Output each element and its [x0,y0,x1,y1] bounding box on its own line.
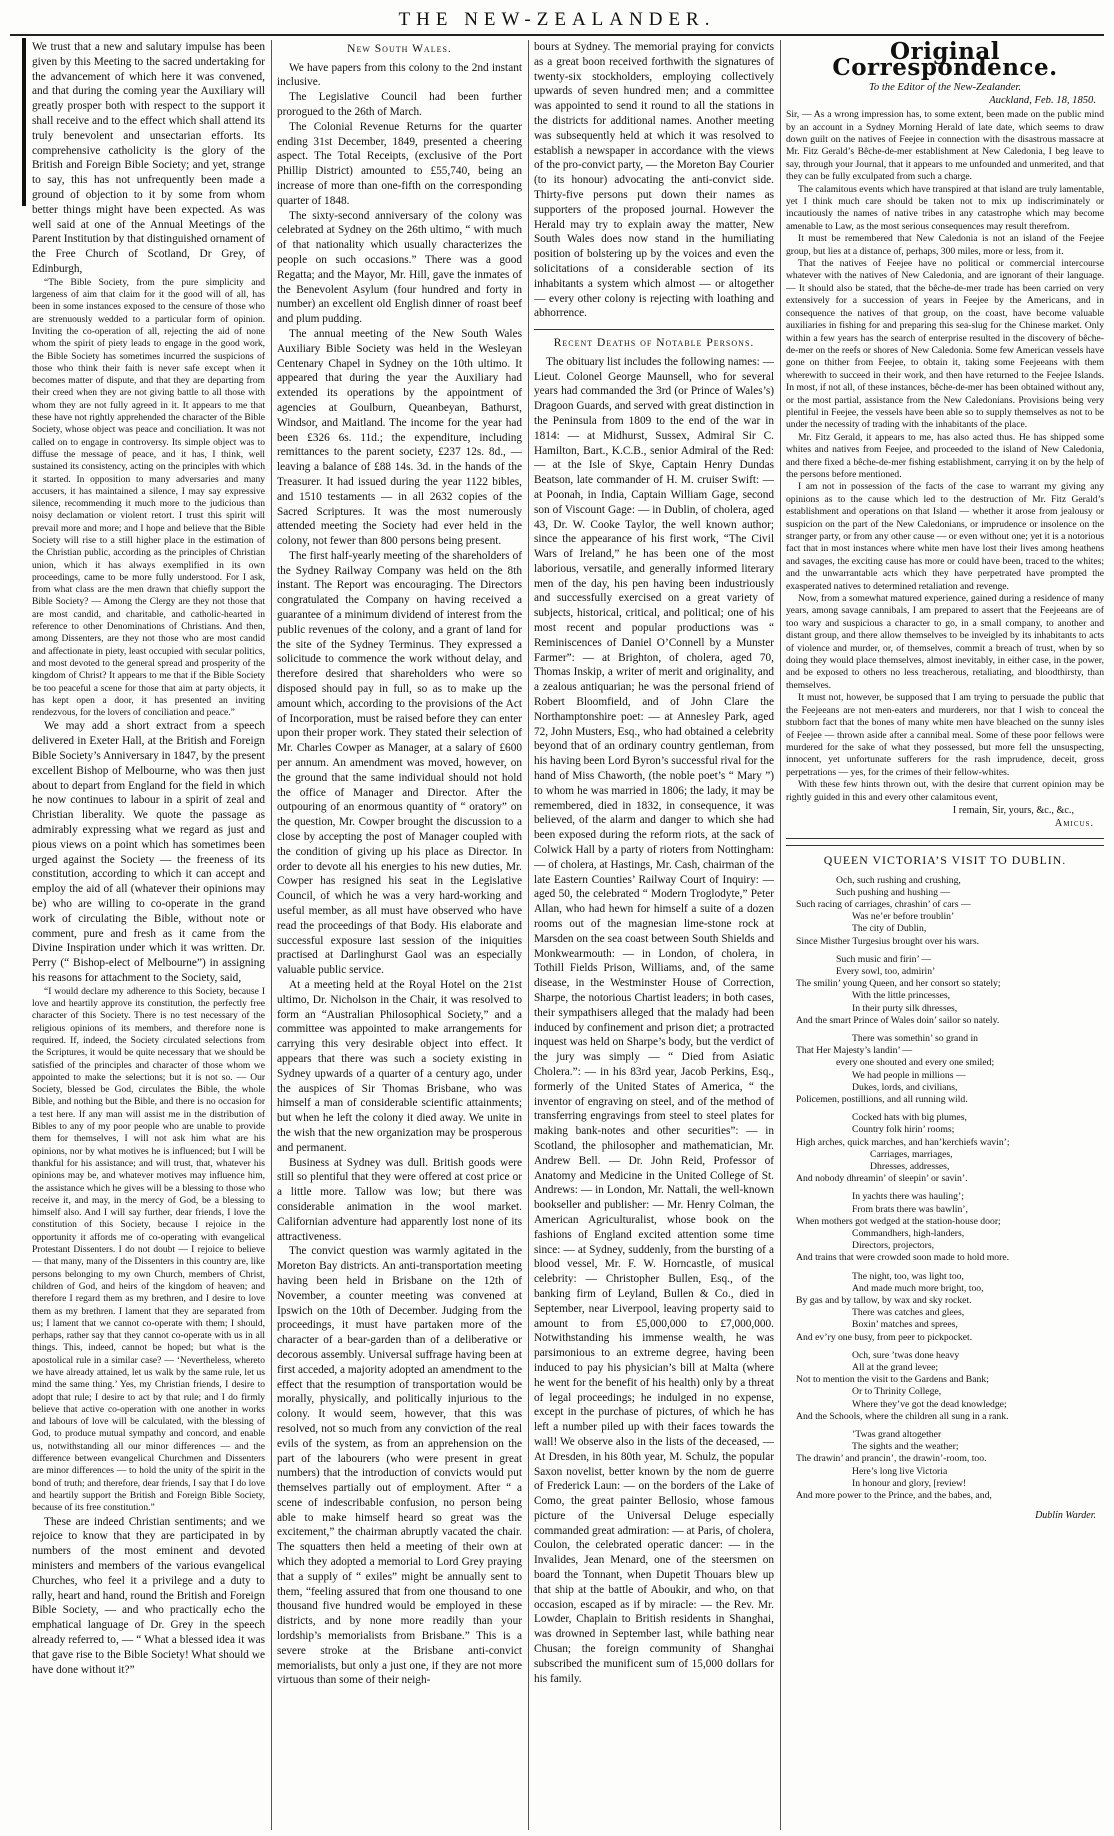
poem-line: In yachts there was hauling’; [852,1191,964,1203]
letter-paragraph: The calamitous events which have transpired at that island are truly lamentable, yet I think much care should be taken not to mix up indiscriminately or incautiously the names of native tribes in any catastrophe which may become amenable to Law, as the most serious consequences may result therefrom. [786,183,1104,232]
poem-line: Every sowl, too, admirin’ [836,965,936,977]
poem-line: Country folk hirin’ rooms; [852,1124,955,1136]
poem-line: Dhresses, addresses, [870,1161,950,1172]
poem [786,875,1104,1503]
letter-paragraph: I am not in possession of the facts of the case to warrant my giving any opinions as to the cause which led to the destruction of Mr. Fitz Gerald’s establishment and operations on that Island — whether it arose from jealousy or suspicion on the part of the New Caledonians, or imprudence or insolence on the stranger party, or from any other cause — or even without one; yet it is a notorious fact that in most instances where white men have lost their lives among heathens and savages, the exciting cause has more or could have been, traced to the whites; and the unwarrantable acts which they have perpetrated have prompted the exasperated natives to determined retaliation and revenge. [786,481,1104,592]
poem-line: When mothers got wedged at the station-house door; [796,1215,1001,1227]
article-paragraph: These are indeed Christian sentiments; and we rejoice to know that they are participated in by numbers of the most eminent and devoted ministers and members of the various evangelical Churches, who feel it a privilege and a duty to rally, heart and hand, round the British and Foreign Bible Society, — and who practically echo the emphatical language of Dr. Grey in the speech already referred to, — “ What a blessed idea it was that gave rise to the Bible Society! What should we have done without it?” [32,1515,265,1676]
article-paragraph: We have papers from this colony to the 2nd instant inclusive. [277,61,522,89]
obituary-list: The obituary list includes the following names: — Lieut. Colonel George Maunsell, who for several years had commanded the 3rd (or Prince of Wales’s) Dragoon Guards, and served with great distinction in the Peninsula from 1809 to the end of the war in 1814: — at Midhurst, Sussex, Admiral Sir C. Hamilton, Bart., K.C.B., senior Admiral of the Red: — at the Isle of Skye, Captain Henry Dundas Beatson, late commander of H. M. cruiser Swift: — at Poonah, in India, Captain William Gage, second son of Viscount Gage: — in Dublin, of cholera, aged 43, Dr. W. Cooke Taylor, the well known author; since the appearance of his first work, “The Civil Wars of Ireland,” he has been one of the most laborious, versatile, and generally informed literary men of the day, his pen having been industriously and successfully exercised on a great variety of subjects, historical, critical, and political; one of his most recent and popular productions was “ Reminiscences of Daniel O’Connell by a Munster Farmer”: — at Brighton, of cholera, aged 70, Thomas Inskip, a writer of merit and originality, and a zealous antiquarian; he was the personal friend of Robert Bloomfield, and of John Clare the Northamptonshire poet: — at Annesley Park, aged 72, John Musters, Esq., who had obtained a celebrity beyond that of an ordinary country gentleman, from his having been Lord Byron’s successful rival for the hand of Miss Chaworth, (the noble poet’s “ Mary ”) to whom he was married in 1806; the lady, it may be remembered, died in 1832, in consequence, it was believed, of the alarm and danger to which she had been exposed during the reform riots, at the sack of Colwick Hall by a party of rioters from Nottingham: — of cholera, at Hastings, Mr. Cash, chairman of the late Eastern Counties’ Railway Court of Inquiry: — aged 50, the celebrated “ Modern Troglodyte,” Peter Allan, who had hewn for himself a suite of a dozen rooms out of the magnesian lime-stone rock at Marsden on the sea coast between South Shields and Monkwearmouth: — in London, of cholera, in Tothill Fields Prison, Williams, and, of the same disease, in the Westminster House of Correction, Sharpe, the notorious Chartist leaders; in both cases, their sympathisers alleged that the malady had been induced by confinement and prison diet; a protracted inquest was held on Sharpe’s body, but the verdict of the jury was simply — “ Died from Asiatic Cholera.”: — in his 83rd year, Jacob Perkins, Esq., formerly of the United States of America, “ the inventor of engraving on steel, and of the method of transferring engravings from steel to steel plates for making bank-notes and other securities”: — in Scotland, the philosopher and mathematician, Mr. Andrew Bell. — Dr. John Reid, Professor of Anatomy and Medicine in the United College of St. Andrews: — in London, Mr. Nattali, the well-known bookseller and publisher: — Mr. Henry Colman, the American Agriculturalist, whose book on the fashions of England excited attention some time since: — at Sydney, suddenly, from the bursting of a blood vessel, Mr. F. W. Horncastle, of musical celebrity: — Christopher Bullen, Esq., of the banking firm of Leyland, Bullen & Co., died in September, near Liverpool, leaving property said to amount to from £5,000,000 to £7,000,000. Notwithstanding his immense wealth, he was parsimonious to an extreme degree, having been induced to pay his physician’s bill at Malta (where he went for the benefit of his health) only by a threat of legal proceedings; he indulged in no expense, except in the purchase of pictures, of which he has left a number piled up with their faces towards the wall! We observe also in the lists of the deceased, — At Dresden, in his 80th year, M. Schulz, the popular Saxon novelist, better known by the nom de guerre of Frederick Laun: — on the borders of the Lake of Como, the great painter Bellosio, whose famous picture of the Universal Deluge especially commanded great admiration: — at Paris, of cholera, Coulon, the celebrated operatic dancer: — in the Invalides, Jean Menard, one of the steersmen on board the Tonnant, when Dupetit Thouars blew up that ship at the battle of Aboukir, and who, on that occasion, escaped as if by miracle: — the Rev. Mr. Lowder, Chaplain to British residents in Shanghai, was drowned in September last, while bathing near Chusan; the foreign community of Shanghai subscribed the munificent sum of 15,000 dollars for his family. [534,355,774,1685]
article-paragraph: At a meeting held at the Royal Hotel on the 21st ultimo, Dr. Nicholson in the Chair, it was resolved to form an “Australian Philosophical Society,” and a committee was appointed to make arrangements for carrying this very desirable object into effect. It appears that there was such a society existing in Sydney upwards of a quarter of a century ago, under the auspices of Sir Thomas Brisbane, who was himself a man of considerable scientific attainments; but when he left the colony it died away. We unite in the wish that the new organization may be prosperous and permanent. [277,979,522,1154]
poem-line: The sights and the weather; [852,1441,959,1453]
poem-line: The smilin’ young Queen, and her consort so stately; [796,978,1001,990]
letter-paragraph: It must be remembered that New Caledonia is not an island of the Feejee group, but lies at a distance of, perhaps, 300 miles, more or less, from it. [786,233,1104,257]
section-title: Original Correspondence. [832,40,1058,81]
letter-paragraph: Sir, — As a wrong impression has, to some extent, been made on the public mind by an account in a Sydney Morning Herald of late date, which seems to draw down guilt on the natives of Feejee in connection with the disastrous massacre at Mr. Fitz Gerald’s Bêche-de-mer establishment at New Caledonia, I beg leave to say, through your Journal, that it appears to me unfounded and unmerited, and that they can be fully exculpated from such a charge. [786,109,1104,183]
poem-line: And ev’ry one busy, from peer to pickpocket. [796,1331,973,1343]
poem-line: By gas and by tallow, by wax and sky rocket. [796,1295,972,1307]
section-heading: Recent Deaths of Notable Persons. [553,337,755,350]
poem-line: Policemen, postillions, and all running wild. [796,1093,968,1105]
poem-line: And made much more bright, too, [852,1282,984,1294]
column-correspondence [786,40,1104,1830]
poem-line: The drawin’ and prancin’, the drawin’-room, too. [796,1453,987,1465]
section-divider [534,329,774,330]
letter-body [786,109,1104,804]
letter-paragraph: That the natives of Feejee have no political or commercial intercourse whatever with the natives of New Caledonia, and are ignorant of their language. — It should also be stated, that the bêche-de-mer trade has been carried on very extensively for a succession of years in Feejee by the Americans, and in consequence the natives of that group, on the coast, have become valuable auxiliaries in fishing for and preparing this sea-slug for the Chinese market. Only within a few years has the search of enterprise resulted in the discovery of bêche-de-mer on the reefs or shores of New Caledonia. Some few American vessels have gone on thither from Feejee, to obtain it, taking some Feejeeans with them wherewith to succeed in their work, and then have returned to the Feejee Islands. In most, if not all, of these instances, bêche-de-mer has been obtained without any, or the most partial, assistance from the New Caledonians. Provisions being very plentiful in Feejee, the vessels have been able so to supply themselves as not to be under the necessity of trading with the inhabitants of the place. [786,258,1104,431]
column-rule [528,40,529,1830]
column-obituaries [534,40,774,1830]
article-paragraph: The first half-yearly meeting of the shareholders of the Sydney Railway Company was held on the 8th instant. The Report was encouraging. The Directors congratulated the Company on having received a guarantee of a minimum dividend of interest from the public revenues of the colony, and a grant of land for the site of the Sydney Terminus. They expressed a solicitude to commence the work without delay, and therefore desired that shareholders who were so disposed should pay in full, so as to make up the amount which, according to the provisions of the Act of Incorporation, must be raised before they can enter upon their proper work. They stated their selection of Mr. Charles Cowper as Manager, at a salary of £600 per annum. An amendment was moved, however, on the ground that the same individual should not hold the office of Manager and Director. After the outpouring of an enormous quantity of “ oratory” on the question, Mr. Cowper brought the discussion to a close by accepting the post of Manager coupled with the condition of giving up his place as Director. In order to devote all his energies to his new duties, Mr. Cowper has resigned his seat in the Legislative Council, of which he was a very hard-working and useful member, as all must have observed who have read the proceedings of that Body. His elaborate and successful exposure last session of the iniquities practised at Darlinghurst Gaol was an especially valuable public service. [277,549,522,977]
poem-line: Och, sure ’twas done heavy [852,1349,960,1361]
poem-line: Dukes, lords, and civilians, [852,1081,958,1093]
poem-signature: Dublin Warder. [1035,1510,1096,1522]
poem-line: Commandhers, high-landers, [852,1228,965,1240]
poem-stanza [786,954,1104,1027]
article-paragraph: The convict question was warmly agitated in the Moreton Bay districts. An anti-transportation meeting having been held in Brisbane on the 12th of November, a counter meeting was convened at Ipswich on the 10th of December. Judging from the proceedings, it must have partaken more of the character of a bear-garden than of a deliberative or decorous assembly. Universal suffrage having been at first acceded, a majority adopted an amendment to the effect that the resumption of transportation would be morally, physically, and politically injurious to the colony. It would seem, however, that this was resolved, not so much from any conviction of the real evils of the system, as from an apprehension on the part of the labourers (who were present in great numbers) that the introduction of convicts would put themselves partially out of employment. After “ a scene of indescribable confusion, no person being able to make himself heard so great was the excitement,” the chairman abruptly vacated the chair. The squatters then held a meeting of their own at which they adopted a memorial to Lord Grey praying that a supply of “ exiles” might be annually sent to them, “feeling assured that from one thousand to one thousand five hundred would be employed in these districts, and by none more readily than your lordship’s memorialists from Brisbane.” This is a severe stroke at the Brisbane anti-convict memorialists, but only a just one, if they are not more virtuous than some of their neigh- [277,1245,522,1687]
poem-line: Or to Thrinity College, [852,1386,942,1398]
poem-title: QUEEN VICTORIA’S VISIT TO DUBLIN. [823,852,1067,867]
poem-line: In honour and glory, [review! [852,1477,967,1489]
poem-line: Cocked hats with big plumes, [852,1112,967,1124]
poem-line: There was somethin’ so grand in [852,1032,978,1044]
article-paragraph: The annual meeting of the New South Wales Auxiliary Bible Society was held in the Wesleyan Centenary Chapel in Sydney on the 10th ultimo. It appeared that during the year the Auxiliary had extended its operations by the appointment of agencies at Goulburn, Queanbeyan, Bathurst, Windsor, and Maitland. The income for the year had been £326 6s. 11d.; the expenditure, including remittances to the parent society, £237 12s. 8d., — leaving a balance of £88 14s. 3d. in the hands of the Treasurer. It had issued during the year 1122 bibles, and 1510 testaments — in all 2632 copies of the Sacred Scriptures. It was the most numerously attended meeting the Society had ever held in the colony, not fewer than 800 persons being present. [277,327,522,548]
letter-dateline: Auckland, Feb. 18, 1850. [989,95,1096,107]
poem-stanza [786,1191,1104,1264]
poem-line: The night, too, was light too, [852,1270,964,1282]
poem-stanza [786,1112,1104,1185]
section-heading: New South Wales. [347,43,452,55]
poem-line: Directors, projectors, [852,1240,935,1252]
letter-signature: Amicus. [1054,817,1094,829]
poem-line: We had people in millions — [852,1069,966,1081]
column-new-south-wales [277,40,522,1830]
section-divider [786,845,1104,846]
letter-salutation: To the Editor of the New-Zealander. [868,82,1022,94]
poem-line: And more power to the Prince, and the babes, and, [796,1490,992,1502]
poem-line: Was ne’er before troublin’ [852,911,955,923]
poem-line: Not to mention the visit to the Gardens and Bank; [796,1374,989,1386]
poem-line: In their purty silk dhresses, [852,1002,958,1014]
letter-paragraph: Mr. Fitz Gerald, it appears to me, has also acted thus. He has shipped some whites and natives from Feejee, and proceeded to the island of New Caledonia, and there fixed a bêche-de-mer fishing establishment, carrying it on by the help of the persons before mentioned. [786,431,1104,480]
article-paragraph: We trust that a new and salutary impulse has been given by this Meeting to the sacred undertaking for the advancement of which here it was convened, and that during the coming year the Auxiliary will greatly prosper both with respect to the support it shall receive and to the effect which shall attend its truly benevolent and unsectarian efforts. Its comprehensive catholicity is the glory of the British and Foreign Bible Society; and yet, strange to say, this has not unfrequently been made a ground of objection to it by some from whom better things might have been expected. As was well said at one of the Annual Meetings of the Parent Institution by that distinguished ornament of the Free Church of Scotland, Dr Grey, of Edinburgh, [32,41,265,275]
poem-line: Such music and firin’ — [836,953,932,965]
poem-line: Here’s long live Victoria [852,1465,948,1477]
poem-line: every one shouted and every one smiled; [836,1057,995,1069]
article-paragraph: The Legislative Council had been further prorogued to the 26th of March. [277,91,522,118]
poem-line: Boxin’ matches and sprees, [852,1319,958,1331]
column-rule [780,40,781,1830]
poem-line: High arches, quick marches, and han’kerchiefs wavin’; [796,1136,1010,1148]
poem-stanza [786,1033,1104,1106]
poem-line: And the smart Prince of Wales doin’ sailor so nately. [796,1014,1000,1026]
poem-line: Och, such rushing and crushing, [836,874,961,886]
poem-line: And the Schools, where the children all sung in a rank. [796,1410,1009,1422]
poem-line: Such pushing and hushing — [836,886,951,898]
article-paragraph: The Colonial Revenue Returns for the quarter ending 31st December, 1849, presented a cheering aspect. The Total Receipts, (exclusive of the Port Phillip District) amounted to £55,740, being an increase of more than one-fifth on the corresponding quarter of 1848. [277,120,522,207]
poem-stanza [786,1350,1104,1423]
poem-line: There was catches and glees, [852,1307,965,1319]
article-paragraph: We may add a short extract from a speech delivered in Exeter Hall, at the British and Foreign Bible Society’s Anniversary in 1847, by the present excellent Bishop of Melbourne, who was then just about to depart from England for the field in which he now continues to labour in a spirit of zeal and Christian liberality. We quote the passage as admirably expressing what we regard as just and pious views on a point which has sometimes been urged against the Society — the freeness of its constitution, according to which it can accept and employ the aid of all (whatever their opinions may be) who are willing to co-operate in the grand work of circulating the Bible, without note or comment, pure and fresh as it came from the Divine Inspiration under which it was written. Dr. Perry (“ Bishop-elect of Melbourne”) in assigning his reasons for attachment to the Society, said, [32,720,265,984]
article-paragraph: Business at Sydney was dull. British goods were still so plentiful that they were offered at cost price or a little more. Tallow was low; but there was considerable animation in the wool market. Californian adventure had apparently lost none of its attractiveness. [277,1156,522,1243]
masthead: THE NEW-ZEALANDER. [398,9,716,30]
section-divider [786,838,1104,839]
poem-line: Where they’ve got the dead knowledge; [852,1398,1007,1410]
column-rule [271,40,272,1830]
poem-line: And trains that were crowded soon made to hold more. [796,1252,1010,1264]
article-paragraph: bours at Sydney. The memorial praying for convicts as a great boon received forthwith the signatures of twenty-six stockholders, employing collectively upwards of seven hundred men; and a committee was appointed to send it round to all the stations in the districts for additional names. Another meeting was subsequently held at which it was resolved to establish a newspaper in accordance with the views of the pro-convict party, — the Moreton Bay Courier (to its honour) advocating the anti-convict side. Thirty-five persons put down their names as supporters of the proposed journal. However the Herald may try to explain away the matter, New South Wales does now stand in the humiliating position of bolstering up by the voices and even the solicitations of a considerable section of its inhabitants a system which almost — or altogether — every other colony is rejecting with loathing and abhorrence. [534,41,774,320]
poem-line: All at the grand levee; [852,1362,939,1374]
poem-line: ’Twas grand altogether [852,1429,942,1441]
quotation: “The Bible Society, from the pure simplicity and largeness of aim that claim for it the good will of all, has been in some instances exposed to the censure of those who are strenuously wedded to a particular form of opinion. Inviting the co-operation of all, rejecting the aid of none whom the spirit of piety leads to engage in the good work, the Bible Society has sometimes incurred the suspicions of those who think their faith is never safe except when it becomes matter of dispute, and that they are departing from their creed when they are not giving battle to all those with whom they are not fully agreed in it. It appears to me that these have not rightly apprehended the character of the Bible Society, whose object was peace and conciliation. It was not called on to engage in controversy. Its simple object was to diffuse the message of peace, and it has, I think, well sustained its consistency, acting on the principles with which it started. In opposition to many adversaries and many accusers, it has maintained a silence, I may say expressive silence, recommending it much more to the judicious than noisy declamation or violent retort. I trust this spirit will prevail more and more; and I hope and believe that the Bible Society will rise to a still higher place in the estimation of the Christian public, according as the principles of Christian union, which it has always exemplified in its own proceedings, came to be more fully understood. For I ask, from what class are the men drawn that chiefly support the Bible Society? — Among the Clergy are they not those that are most candid, and charitable, and catholic-hearted in reference to other Denominations of Christians. And then, among Dissenters, are they not those who are most candid and affectionate in piety, least occupied with secular politics, and most devoted to the general spread and prosperity of the kingdom of Christ? It appears to me that if the Bible Society be too peaceful a scene for those that aim at party objects, it has kept open a door, it has presented an inviting rendezvous, for the lovers of conciliation and peace.” [32,277,265,719]
poem-line: Such racing of carriages, chrashin’ of cars — [796,898,971,910]
poem-line: That Her Majesty’s landin’ — [796,1045,913,1057]
poem-stanza [786,1429,1104,1502]
poem-line: With the little princesses, [852,990,951,1002]
quotation: “I would declare my adherence to this Society, because I love and heartily approve its constitution, the perfectly free character of this Society. There is no test necessary of the religious opinions of its members, and therefore none is required. If, indeed, the Society circulated selections from the Scriptures, it would be quite necessary that we should be satisfied of the principles and character of those whom we appointed to make the selections; but it is not so. — Our Society, blessed be God, circulates the Bible, the whole Bible, and nothing but the Bible, and there is no occasion for a test here. If any man will assist me in the distribution of Bibles to any of my poor people who are unable to provide them for themselves, I will not ask him what are his opinions, nor by what motives he is influenced; but I will be thankful for his assistance; and will trust, that, whatever his opinions may be, and whatever motives may influence him, the assistance which he gives will be a blessing to those who receive it, and may, in the mercy of God, be a blessing to himself also. And I will say further, dear friends, I love the constitution of this Society, because I rejoice in the opportunity it affords me of co-operating with evangelical Protestant Dissenters. I do not doubt — I rejoice to believe — that many, many of the Dissenters in this country are, like persons belonging to my own Church, members of Christ, children of God, and heirs of the kingdom of heaven; and therefore I regard them as my brethren, and I desire to love them as my brethren. I lament that they are separated from us; I lament that we cannot co-operate with them; I should, perhaps, rather say that they cannot co-operate with us in all things. This, indeed, cannot be hoped; but what is the apostolical rule in a similar case? — ‘Nevertheless, whereto we have already attained, let us walk by the same rule, let us mind the same thing.’ Yes, my Christian friends, I desire to adopt that rule; I desire to act by that rule; and I do firmly believe that active co-operation with one another in works and labours of love will be calculated, with the blessing of God, to produce mutual sympathy and concord, and enable us, notwithstanding all our minor differences — and the difference between evangelical Churchmen and Dissenters are minor differences — to hold the unity of the spirit in the bond of truth; and therefore, dear friends, I say that I do love and heartily support the British and Foreign Bible Society, because of its free constitution.” [32,986,265,1514]
poem-stanza [786,1271,1104,1344]
column-bible-society [32,40,265,1830]
article-paragraph: The sixty-second anniversary of the colony was celebrated at Sydney on the 26th ultimo, “ with much of that nationality which usually characterizes the people on such occasions.” There was a good Regatta; and the Mayor, Mr. Hill, gave the inmates of the Benevolent Asylum (four hundred and forty in number) an excellent old English dinner of roast beef and plum pudding. [277,209,522,326]
poem-line: Since Misther Turgesius brought over his wars. [796,935,980,947]
letter-signoff: I remain, Sir, yours, &c., &c., [952,804,1074,816]
letter-paragraph: It must not, however, be supposed that I am trying to persuade the public that the Feejeeans are not men-eaters and murderers, nor that I wish to conceal the stubborn fact that the bones of many white men have bleached on the sunny isles of Feejee — thrown aside after a cannibal meal. Some of these poor fellows were murdered for the sake of what they possessed, but more fell the unsuspecting, innocent, yet unfortunate sufferers for the rash imprudence, deceit, gross perpetrations — yes, for the crimes of their fellow-whites. [786,692,1104,778]
letter-paragraph: Now, from a somewhat matured experience, gained during a residence of many years, among savage cannibals, I am prepared to assert that the Feejeeans are of too wary and suspicious a character to go, in a small company, to another and distant group, and there allow themselves to be inveigled by its inhabitants to acts of violence and murder, or, of themselves, commit a breach of trust, when by so doing they would place themselves, almost inevitably, in either case, in the power, and be exposed to others no less treacherous, retaliating, and bloodthirsty, than themselves. [786,593,1104,691]
margin-bar [22,38,26,206]
letter-paragraph: With these few hints thrown out, with the desire that current opinion may be rightly guided in this and every other calamitous event, [786,779,1104,803]
poem-line: From brats there was bawlin’, [852,1203,968,1215]
poem-line: Carriages, marriages, [870,1148,953,1160]
poem-stanza [786,875,1104,948]
poem-line: And nobody dhreamin’ of sleepin’ or savin’. [796,1173,968,1185]
poem-line: The city of Dublin, [852,923,927,935]
top-rule [10,34,1104,36]
